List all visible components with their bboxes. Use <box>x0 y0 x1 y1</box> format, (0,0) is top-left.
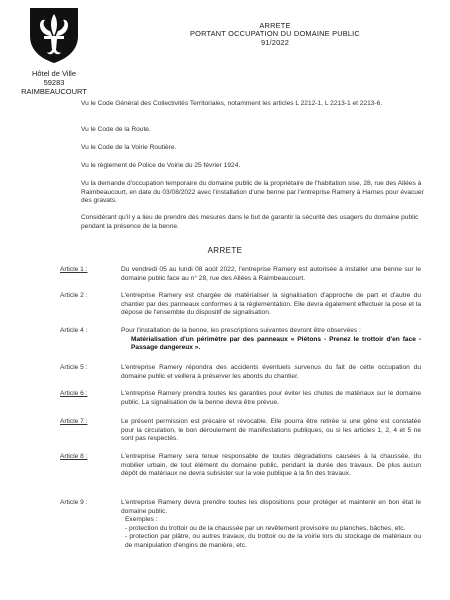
article-9-examples-label: Exemples : <box>125 516 158 524</box>
vu-demande: Vu la demande d'occupation temporaire du domaine public de la propriétaire de l'habitation sise, 28, rue des Allées à Raimbeaucourt, en date du 03/08/2022 avec l'installation d'une benne par l'entreprise Ramery à Harnes pour évacuer des gravats. <box>81 180 424 205</box>
article-9-example-2: - protection par plâtre, ou autres travaux, du trottoir ou de la voirie lors du stockage de matériaux ou de manipulation d'engins de manière, etc. <box>125 533 421 549</box>
article-7-text: Le présent permission est précaire et révocable. Elle pourra être retirée si une gêne est constatée pour la circulation, le bon déroulement de manifestations publiques, ou si les articles 1, 2, 4 et 5 ne sont pas respectés. <box>121 418 421 443</box>
article-1-text: Du vendredi 05 au lundi 08 août 2022, l'entreprise Ramery est autorisée à installer une benne sur le domaine public face au n° 28, rue des Allées à Raimbeaucourt. <box>121 266 421 282</box>
vu-cgct: Vu le Code Général des Collectivités Territoriales, notamment les articles L 2212-1, L 2213-1 et 2213-6. <box>81 100 383 107</box>
vu-code-voirie: Vu le Code de la Voirie Routière. <box>81 144 177 151</box>
article-4-label: Article 4 : <box>60 327 88 334</box>
article-2-label: Article 2 : <box>60 292 88 299</box>
article-8-text: L'entreprise Ramery sera tenue responsable de toutes dégradations causées à la chaussée, du mobilier urbain, de tout élément du domaine public, pendant la durée des travaux. De plus aucun dépôt de matériaux ne devra subsister sur la voie publique à la fin des travaux. <box>121 453 421 478</box>
vu-reglement-police: Vu le règlement de Police de Voirie du 25 février 1924. <box>81 162 241 169</box>
title-number: 91/2022 <box>260 37 290 47</box>
arrete-heading: ARRETE <box>207 246 243 255</box>
title-subject: PORTANT OCCUPATION DU DOMAINE PUBLIC <box>190 29 360 39</box>
considerant: Considérant qu'il y a lieu de prendre des mesures dans le but de garantir la sécurité des usagers du domaine public pendant la présence de la benne. <box>81 214 419 230</box>
town-address: 59283 RAIMBEAUCOURT <box>21 78 87 96</box>
article-7-label: Article 7 : <box>60 418 88 425</box>
title-arrete: ARRETE <box>259 21 291 30</box>
article-9-text <box>121 499 421 551</box>
article-6-text: L'entreprise Ramery prendra toutes les garanties pour éviter les chutes de matériaux sur le domaine public. La signalisation de la benne devra être prévue. <box>121 390 421 406</box>
article-9-intro: L'entreprise Ramery devra prendre toutes les dispositions pour protéger et maintenir en bon état le domaine public. <box>121 499 421 515</box>
article-2-text: L'entreprise Ramery est chargée de matérialiser la signalisation d'approche de part et d'autre du chantier par des panneaux conformes à la réglementation. Elle devra également effectuer la pose et la dépose de l'ensemble du dispositif de signalisation. <box>121 292 421 317</box>
article-5-text: L'entreprise Ramery répondra des accidents éventuels survenus du fait de cette occupation du domaine public et veillera à préserver les abords du chantier. <box>121 364 421 380</box>
article-8-label: Article 8 : <box>60 453 88 460</box>
article-4-intro: Pour l'installation de la benne, les prescriptions suivantes devront être observées : <box>121 327 361 334</box>
town-hall-label: Hôtel de Ville <box>31 69 77 78</box>
article-5-label: Article 5 : <box>60 364 88 371</box>
article-4-text <box>121 327 421 353</box>
article-9-label: Article 9 : <box>60 499 88 506</box>
article-9-example-1: - protection du trottoir ou de la chaussée par un revêtement provisoire ou planches, bâches, etc. <box>125 524 406 532</box>
article-6-label: Article 6 : <box>60 390 88 397</box>
article-4-bullet: Matérialisation d'un périmètre par des panneaux « Piétons - Prenez le trottoir d'en face - Passage dangereux ». <box>131 335 421 352</box>
vu-code-route: Vu le Code de la Route. <box>81 126 151 133</box>
decree-title <box>150 22 400 47</box>
article-1-label: Article 1 : <box>60 266 88 273</box>
fleur-de-lis-crest-icon <box>28 6 80 64</box>
town-block <box>14 69 94 96</box>
